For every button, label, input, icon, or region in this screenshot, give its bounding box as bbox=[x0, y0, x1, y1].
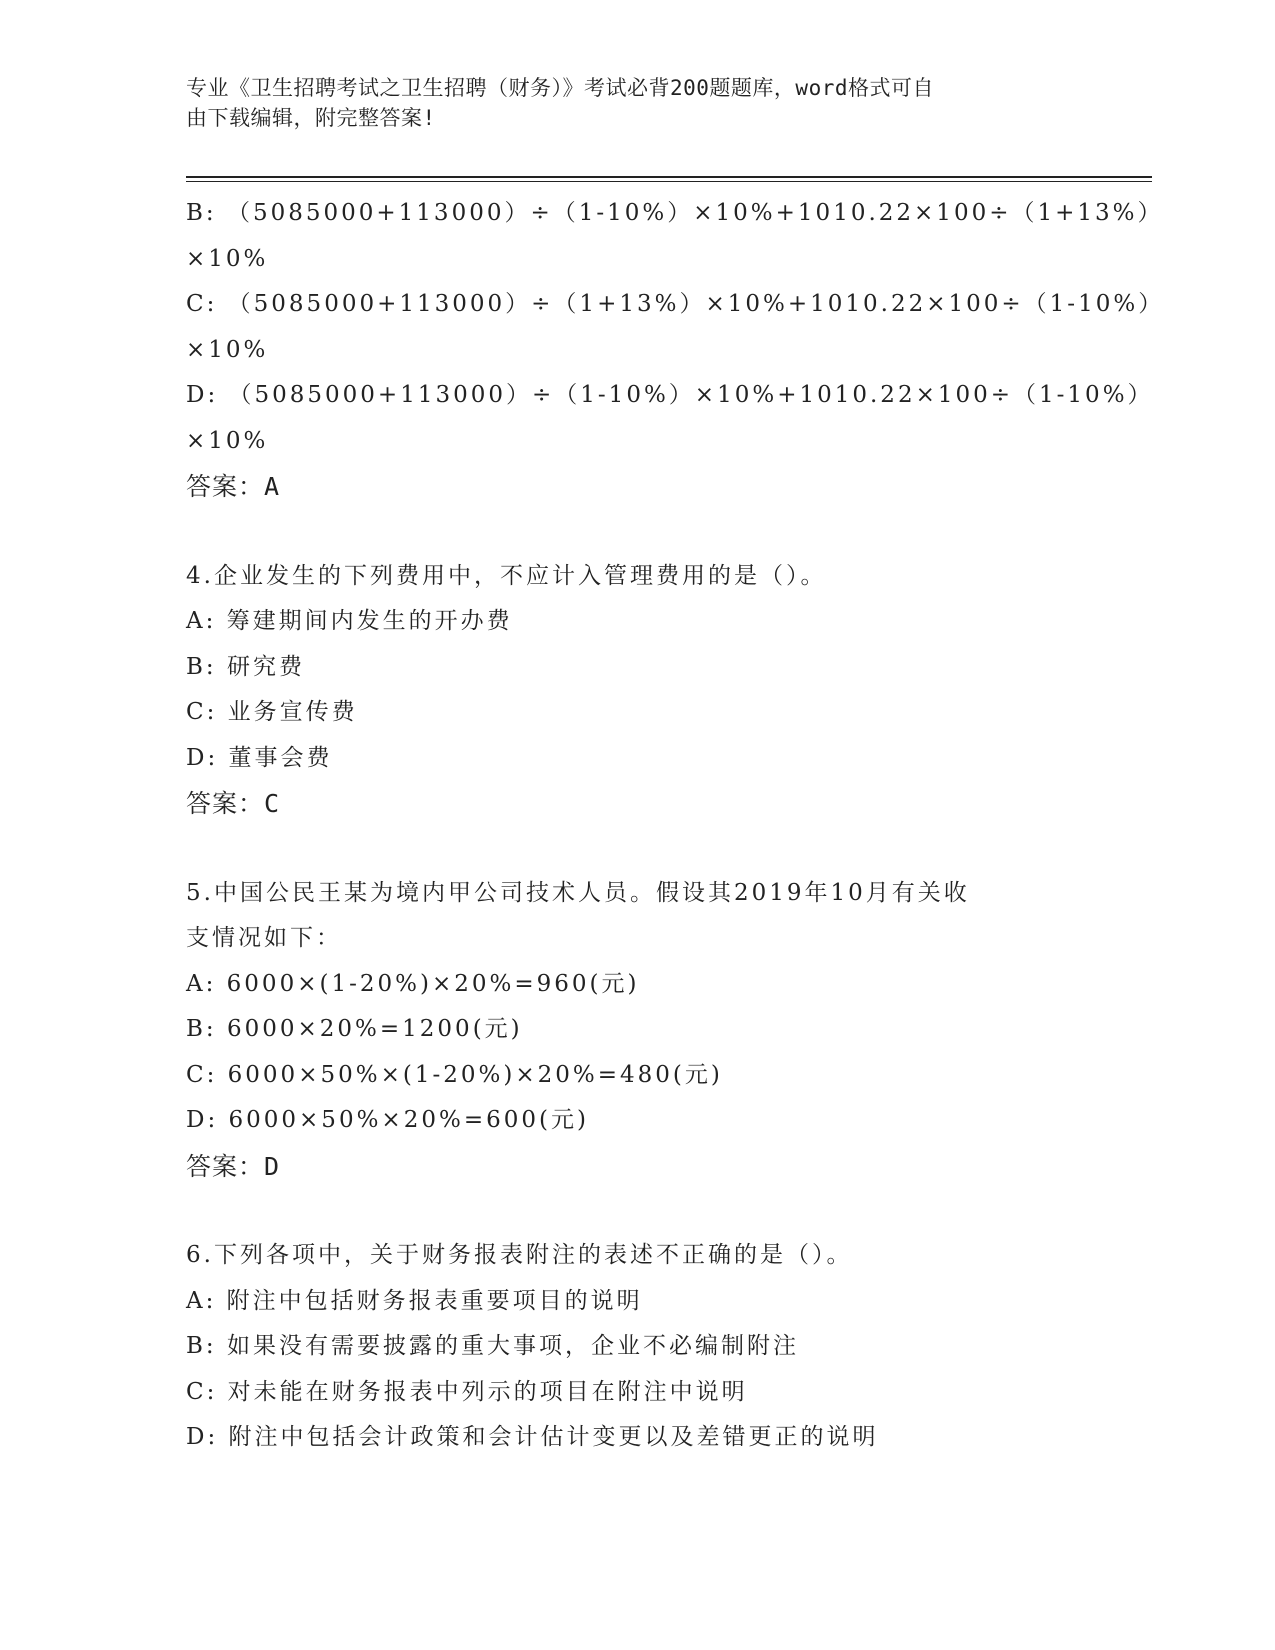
question-6-block bbox=[186, 1233, 1066, 1461]
q3-option-b: B: （5085000+113000）÷（1-10%）×10%+1010.22×100÷（1+13%） bbox=[186, 200, 1164, 226]
q3-option-d: D: （5085000+113000）÷（1-10%）×10%+1010.22×100÷（1-10%） bbox=[186, 382, 1154, 408]
q4-answer: 答案：C bbox=[186, 789, 281, 818]
q6-option-d: D: 附注中包括会计政策和会计估计变更以及差错更正的说明 bbox=[186, 1424, 879, 1450]
spacer bbox=[186, 1189, 1066, 1233]
q5-answer: 答案：D bbox=[186, 1151, 281, 1181]
question-4-block bbox=[186, 554, 1066, 827]
q4-option-b: B: 研究费 bbox=[186, 653, 305, 680]
q5-option-d: D: 6000×50%×20%=600(元) bbox=[186, 1107, 589, 1133]
document-header bbox=[186, 73, 1086, 133]
q5-option-a: A: 6000×(1-20%)×20%=960(元) bbox=[186, 970, 640, 997]
q4-option-d: D: 董事会费 bbox=[186, 744, 333, 771]
q6-option-c: C: 对未能在财务报表中列示的项目在附注中说明 bbox=[186, 1378, 748, 1405]
q4-option-a: A: 筹建期间内发生的开办费 bbox=[186, 608, 513, 634]
spacer bbox=[186, 510, 1066, 554]
q3-answer: 答案：A bbox=[186, 472, 281, 501]
header-divider-thin bbox=[186, 181, 1152, 182]
header-divider bbox=[186, 176, 1152, 178]
header-line-2: 由下载编辑，附完整答案! bbox=[186, 106, 436, 130]
q4-option-c: C: 业务宣传费 bbox=[186, 699, 358, 725]
q5-option-b: B: 6000×20%=1200(元) bbox=[186, 1016, 523, 1042]
q5-question-cont: 支情况如下： bbox=[186, 925, 342, 951]
q5-question: 5.中国公民王某为境内甲公司技术人员。假设其2019年10月有关收 bbox=[186, 879, 970, 906]
q3-option-b-cont: ×10% bbox=[186, 245, 269, 272]
question-5-block bbox=[186, 871, 1066, 1190]
q3-option-d-cont: ×10% bbox=[186, 427, 269, 454]
q5-option-c: C: 6000×50%×(1-20%)×20%=480(元) bbox=[186, 1061, 723, 1088]
q4-question: 4.企业发生的下列费用中，不应计入管理费用的是（）。 bbox=[186, 562, 827, 589]
q3-option-c: C: （5085000+113000）÷（1+13%）×10%+1010.22×100÷（1-10%） bbox=[186, 291, 1165, 317]
question-content bbox=[186, 191, 1165, 1461]
q3-option-c-cont: ×10% bbox=[186, 336, 269, 363]
spacer bbox=[186, 827, 1066, 871]
q6-option-a: A: 附注中包括财务报表重要项目的说明 bbox=[186, 1287, 643, 1314]
q6-question: 6.下列各项中，关于财务报表附注的表述不正确的是（）。 bbox=[186, 1242, 853, 1268]
q6-option-b: B: 如果没有需要披露的重大事项，企业不必编制附注 bbox=[186, 1333, 799, 1359]
question-3-block bbox=[186, 191, 1165, 510]
header-line-1: 专业《卫生招聘考试之卫生招聘（财务）》考试必背200题题库，word格式可自 bbox=[186, 76, 934, 100]
